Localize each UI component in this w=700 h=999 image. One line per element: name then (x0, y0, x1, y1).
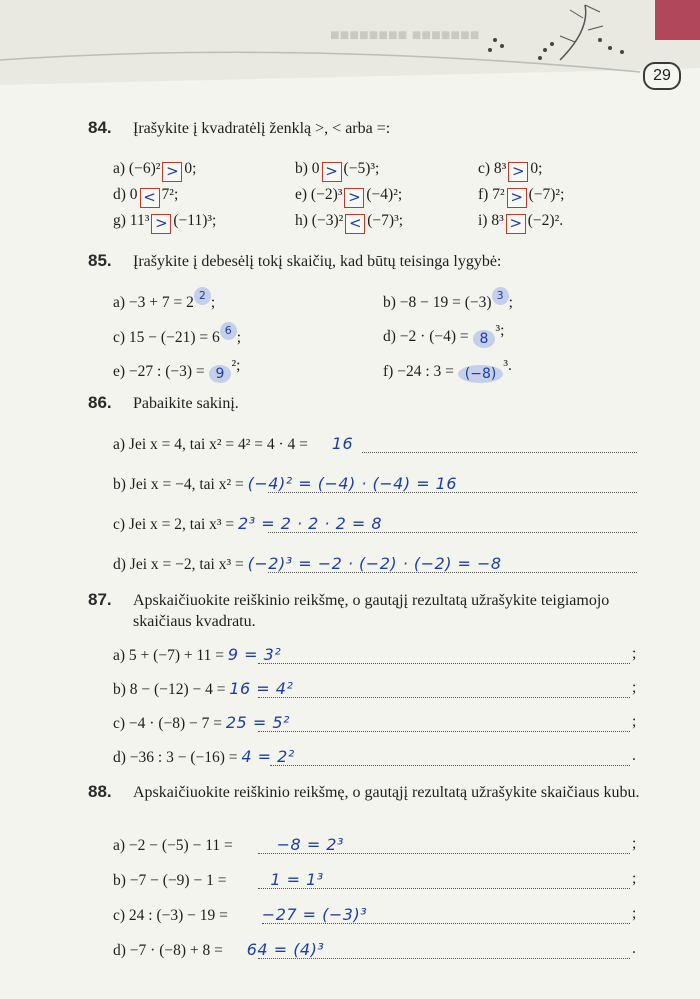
handwritten-answer[interactable]: (−4)² = (−4) · (−4) = 16 (247, 474, 458, 493)
line-end-punct: . (632, 940, 636, 957)
line-end-punct: . (632, 747, 636, 764)
answer-line (258, 663, 630, 664)
ex87-item-d: d) −36 : 3 − (−16) = 4 = 2² (113, 747, 295, 766)
sign-box[interactable]: > (344, 188, 364, 208)
ex85-item-b: b) −8 − 19 = (−3) 3 ; (383, 289, 513, 311)
handwritten-answer[interactable]: 25 = 5² (225, 713, 290, 732)
exercise-85-number: 85. (88, 251, 112, 270)
sign-box[interactable]: < (345, 214, 365, 234)
ex87-item-b: b) 8 − (−12) − 4 = 16 = 4² (113, 679, 294, 698)
sign-box[interactable]: < (140, 188, 160, 208)
decorative-branch-icon (0, 0, 700, 90)
sign-box[interactable]: > (506, 214, 526, 234)
answer-line (262, 923, 630, 924)
ex84-item-a: a) (−6)² > 0; (113, 160, 197, 180)
answer-line (270, 765, 630, 766)
page-number: 29 (643, 62, 681, 90)
ex84-item-d: d) 0 < 7²; (113, 186, 179, 206)
ex87-item-c: c) −4 · (−8) − 7 = 25 = 5² (113, 713, 290, 732)
answer-line (258, 853, 630, 854)
handwritten-answer[interactable]: 1 = 1³ (270, 870, 324, 889)
ex85-item-a: a) −3 + 7 = 2 2 ; (113, 289, 216, 311)
line-end-punct: ; (632, 870, 637, 887)
handwritten-answer[interactable]: 16 = 4² (229, 679, 294, 698)
ex88-item-c: c) 24 : (−3) − 19 = −27 = (−3)³ (113, 905, 368, 924)
answer-line (258, 958, 630, 959)
ex86-item-a: a) Jei x = 4, tai x² = 4² = 4 · 4 = 16 (113, 434, 354, 453)
handwritten-answer[interactable]: 16 (331, 434, 354, 453)
ex84-item-b: b) 0 > (−5)³; (295, 160, 380, 180)
ex88-item-d: d) −7 · (−8) + 8 = 64 = (4)³ (113, 940, 325, 959)
handwritten-answer[interactable]: 9 = 3² (227, 645, 282, 664)
exercise-86-instruction: Pabaikite sakinį. (133, 395, 239, 412)
ex85-item-d: d) −2 · (−4) = 8 ³; (383, 322, 505, 347)
exercise-88-instruction: Apskaičiuokite reiškinio reikšmę, o gautąjį rezultatą užrašykite skaičiaus kubu. (133, 784, 640, 801)
ex88-item-b: b) −7 − (−9) − 1 = 1 = 1³ (113, 870, 324, 889)
exercise-86-number: 86. (88, 393, 112, 412)
show-through-text (560, 300, 564, 316)
handwritten-answer[interactable]: −27 = (−3)³ (261, 905, 368, 924)
answer-cloud[interactable]: (−8) (458, 365, 504, 383)
ex84-item-f: f) 7² > (−7)²; (478, 186, 565, 206)
line-end-punct: ; (632, 905, 637, 922)
ex85-item-c: c) 15 − (−21) = 6 6 ; (113, 324, 242, 346)
answer-line (268, 572, 637, 573)
answer-cloud[interactable]: 8 (473, 330, 496, 348)
line-end-punct: ; (632, 835, 637, 852)
ex86-item-b: b) Jei x = −4, tai x² = (−4)² = (−4) · (−4) = 16 (113, 474, 458, 493)
handwritten-answer[interactable]: 2³ = 2 · 2 · 2 = 8 (238, 514, 382, 533)
exercise-87-number: 87. (88, 590, 112, 609)
exercise-88-number: 88. (88, 782, 112, 801)
handwritten-answer[interactable]: 4 = 2² (241, 747, 295, 766)
exercise-84-instruction: Įrašykite į kvadratėlį ženklą >, < arba =: (133, 120, 391, 137)
sign-box[interactable]: > (162, 162, 182, 182)
answer-line (258, 888, 630, 889)
answer-line (268, 492, 637, 493)
exercise-84-number: 84. (88, 118, 112, 137)
ex86-item-c: c) Jei x = 2, tai x³ = 2³ = 2 · 2 · 2 = 8 (113, 514, 382, 533)
answer-line (362, 452, 637, 453)
line-end-punct: ; (632, 645, 637, 662)
answer-cloud[interactable]: 3 (492, 287, 509, 305)
page-header-band (0, 0, 700, 85)
ex88-item-a: a) −2 − (−5) − 11 = −8 = 2³ (113, 835, 344, 854)
answer-cloud[interactable]: 6 (220, 322, 237, 340)
sign-box[interactable]: > (322, 162, 342, 182)
answer-cloud[interactable]: 2 (194, 287, 211, 305)
ex84-item-e: e) (−2)³ > (−4)²; (295, 186, 403, 206)
ex85-item-e: e) −27 : (−3) = 9 ²; (113, 357, 241, 382)
answer-line (268, 532, 637, 533)
ex84-item-i: i) 8³ > (−2)². (478, 212, 564, 232)
ex86-item-d: d) Jei x = −2, tai x³ = (−2)³ = −2 · (−2) · (−2) = −8 (113, 554, 502, 573)
exercise-85-instruction: Įrašykite į debesėlį tokį skaičių, kad būtų teisinga lygybė: (133, 253, 502, 270)
ex84-item-g: g) 11³ > (−11)³; (113, 212, 217, 232)
answer-cloud[interactable]: 9 (209, 365, 232, 383)
exercise-87-instruction: Apskaičiuokite reiškinio reikšmę, o gautąjį rezultatą užrašykite teigiamojo skaičiaus kvadratu. (133, 592, 610, 630)
line-end-punct: ; (632, 713, 637, 730)
handwritten-answer[interactable]: (−2)³ = −2 · (−2) · (−2) = −8 (247, 554, 502, 573)
sign-box[interactable]: > (507, 188, 527, 208)
ex84-item-h: h) (−3)² < (−7)³; (295, 212, 404, 232)
ex84-item-c: c) 8³ > 0; (478, 160, 543, 180)
handwritten-answer[interactable]: 64 = (4)³ (246, 940, 325, 959)
sign-box[interactable]: > (151, 214, 171, 234)
ex87-item-a: a) 5 + (−7) + 11 = 9 = 3² (113, 645, 282, 664)
line-end-punct: ; (632, 679, 637, 696)
answer-line (258, 697, 630, 698)
sign-box[interactable]: > (508, 162, 528, 182)
handwritten-answer[interactable]: −8 = 2³ (276, 835, 344, 854)
svg-text:■■■■■■■■ ■■■■■■■: ■■■■■■■■ ■■■■■■■ (330, 27, 480, 44)
answer-line (258, 731, 630, 732)
ex85-item-f: f) −24 : 3 = (−8) ³. (383, 357, 512, 382)
